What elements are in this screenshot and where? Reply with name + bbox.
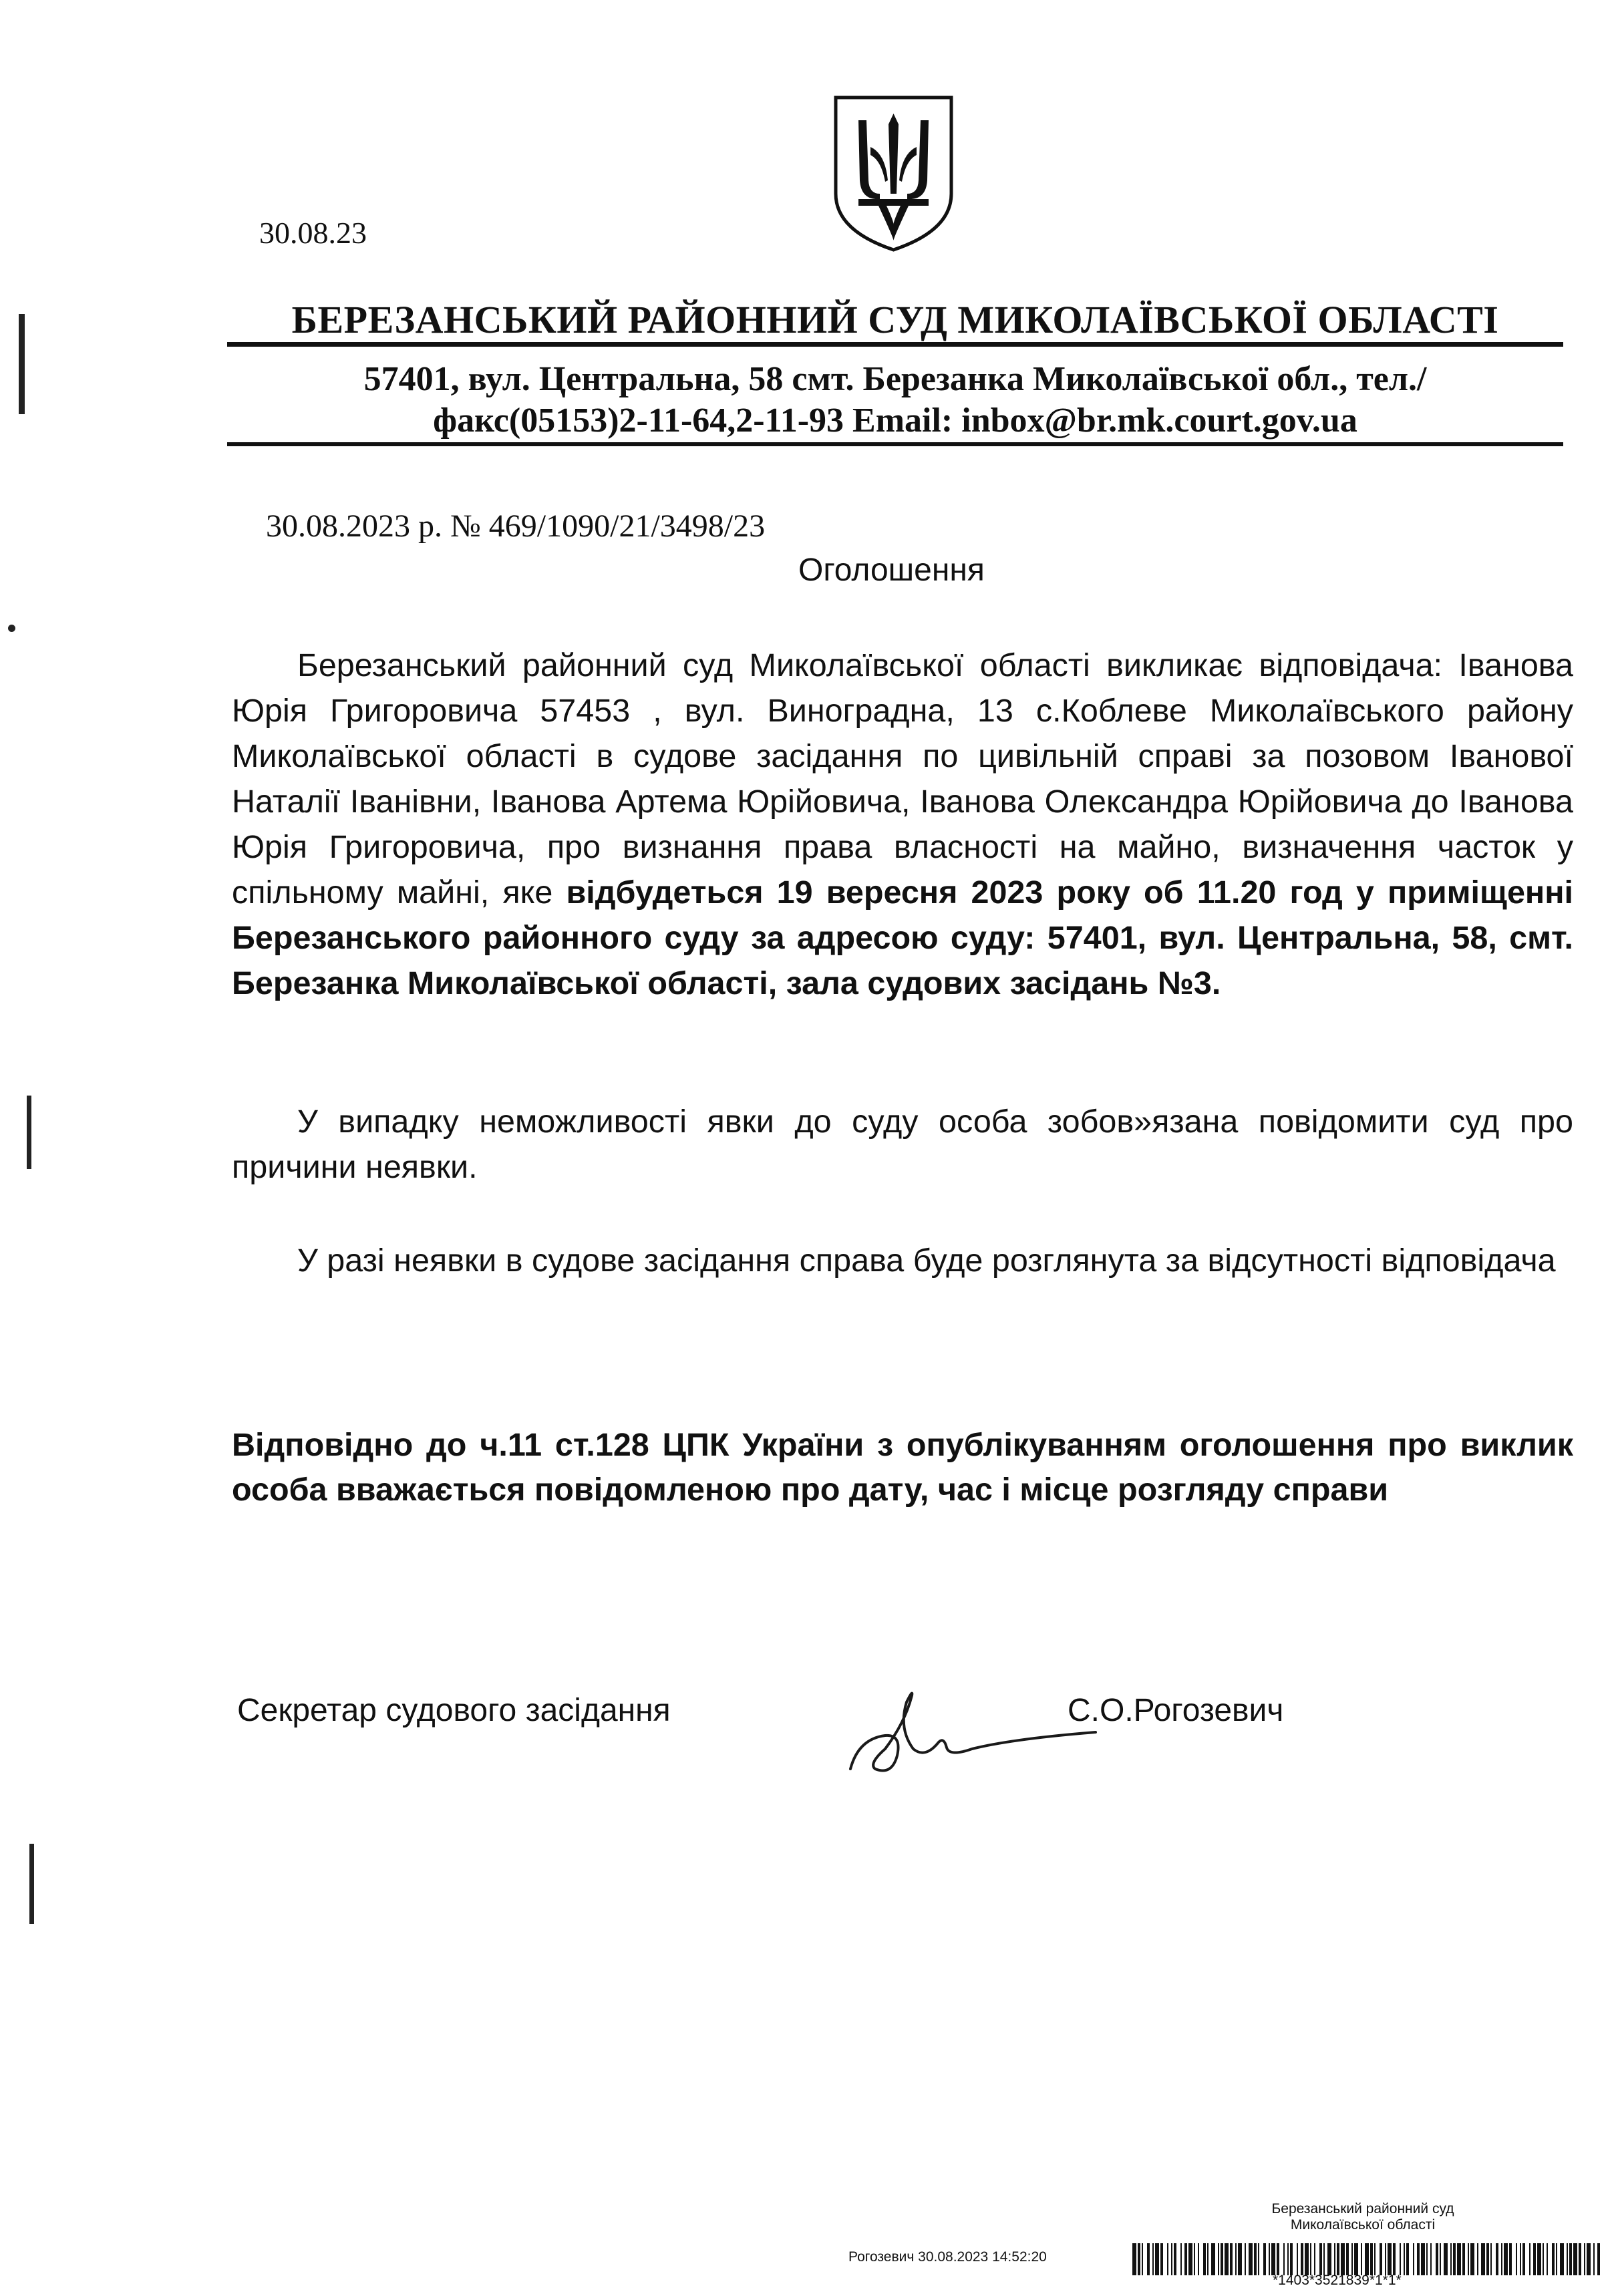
barcode-bar — [1290, 2243, 1293, 2275]
default-hearing-text: У разі неявки в судове засідання справа буде розглянута за відсутності відповідача — [297, 1243, 1556, 1279]
barcode-bar — [1450, 2243, 1452, 2275]
barcode-bar — [1207, 2243, 1209, 2275]
barcode-bar — [1301, 2243, 1303, 2275]
barcode-bar — [1334, 2243, 1335, 2275]
barcode-bar — [1269, 2243, 1270, 2275]
barcode-bar — [1230, 2243, 1233, 2275]
barcode-bar — [1584, 2243, 1585, 2275]
barcode-bar — [1496, 2243, 1498, 2275]
barcode-bar — [1421, 2243, 1425, 2275]
barcode-bar — [1174, 2243, 1176, 2275]
handwritten-signature — [838, 1675, 1106, 1782]
barcode-bar — [1430, 2243, 1432, 2275]
barcode-bar — [1393, 2243, 1396, 2275]
barcode-bar — [1263, 2243, 1266, 2275]
barcode-bar — [1155, 2243, 1159, 2275]
barcode-bar — [1198, 2243, 1199, 2275]
signatory-role: Секретар судового засідання — [237, 1693, 671, 1728]
scan-mark — [27, 1096, 31, 1169]
barcode-bar — [1470, 2243, 1474, 2275]
barcode-bar — [1283, 2243, 1285, 2275]
barcode-bar — [1440, 2243, 1441, 2275]
barcode-bar — [1444, 2243, 1448, 2275]
absence-notice-paragraph — [232, 1099, 1573, 1190]
barcode-bar — [1341, 2243, 1345, 2275]
barcode-bar — [1277, 2243, 1279, 2275]
barcode-bar — [1462, 2243, 1465, 2275]
barcode-bar — [1453, 2243, 1456, 2275]
barcode-bar — [1509, 2243, 1512, 2275]
barcode-bar — [1529, 2243, 1531, 2275]
barcode-bar — [1180, 2243, 1182, 2275]
barcode-bar — [1481, 2243, 1485, 2275]
letter-reference: 30.08.2023 р. № 469/1090/21/3498/23 — [266, 508, 766, 544]
barcode-bar — [1522, 2243, 1525, 2275]
legal-basis-paragraph — [232, 1423, 1573, 1512]
default-hearing-paragraph — [232, 1238, 1573, 1283]
barcode-bar — [1516, 2243, 1517, 2275]
barcode-bar — [1346, 2243, 1349, 2275]
barcode-bar — [1380, 2243, 1382, 2275]
summons-paragraph — [232, 643, 1573, 1006]
barcode-bar — [1245, 2243, 1246, 2275]
document-title: Оголошення — [798, 552, 985, 588]
barcode-bar — [1305, 2243, 1309, 2275]
barcode-bar — [1400, 2243, 1401, 2275]
barcode-bar — [1142, 2243, 1143, 2275]
divider — [227, 342, 1563, 347]
barcode-bar — [1413, 2243, 1414, 2275]
barcode-bar — [1218, 2243, 1219, 2275]
barcode-bar — [1167, 2243, 1168, 2275]
barcode-bar — [1552, 2243, 1555, 2275]
barcode-bar — [1354, 2243, 1358, 2275]
barcode-bar — [1160, 2243, 1163, 2275]
barcode-bar — [1203, 2243, 1206, 2275]
barcode-bar — [1323, 2243, 1325, 2275]
stamp-court-name — [1189, 2201, 1537, 2233]
barcode-bar — [1436, 2243, 1438, 2275]
barcode-bar — [1556, 2243, 1557, 2275]
barcode-bar — [1547, 2243, 1548, 2275]
scan-mark — [8, 625, 15, 632]
barcode-bar — [1310, 2243, 1311, 2275]
court-name: БЕРЕЗАНСЬКИЙ РАЙОННИЙ СУД МИКОЛАЇВСЬКОЇ ОБЛАСТІ — [291, 298, 1499, 341]
barcode-bar — [1569, 2243, 1572, 2275]
scan-mark — [29, 1844, 34, 1924]
barcode-bar — [1351, 2243, 1353, 2275]
barcode-bar — [1543, 2243, 1544, 2275]
barcode-bar — [1579, 2243, 1581, 2275]
legal-basis-text: Відповідно до ч.11 ст.128 ЦПК України з опублікуванням оголошення про виклик особа вважається повідомленою про дату, час і місце розгляду справи — [232, 1427, 1573, 1508]
absence-notice-text: У випадку неможливості явки до суду особа зобов»язана повідомити суд про причини неявки. — [232, 1104, 1573, 1185]
divider — [227, 442, 1563, 446]
barcode-bar — [1388, 2243, 1392, 2275]
barcode-bar — [1385, 2243, 1386, 2275]
barcode-bar — [1406, 2243, 1409, 2275]
barcode-bar — [1365, 2243, 1369, 2275]
barcode-bar — [1520, 2243, 1521, 2275]
barcode — [1132, 2243, 1600, 2275]
barcode-bar — [1235, 2243, 1237, 2275]
barcode-bar — [1132, 2243, 1136, 2275]
barcode-bar — [1171, 2243, 1172, 2275]
barcode-bar — [1152, 2243, 1154, 2275]
barcode-bar — [1593, 2243, 1595, 2275]
barcode-number: *1403*3521839*1*1* — [1273, 2273, 1402, 2288]
barcode-bar — [1504, 2243, 1508, 2275]
date-top: 30.08.23 — [259, 216, 367, 250]
barcode-bar — [1404, 2243, 1405, 2275]
barcode-bar — [1337, 2243, 1339, 2275]
barcode-bar — [1457, 2243, 1461, 2275]
barcode-bar — [1314, 2243, 1315, 2275]
barcode-bar — [1533, 2243, 1536, 2275]
barcode-bar — [1238, 2243, 1242, 2275]
barcode-bar — [1501, 2243, 1502, 2275]
hearing-details: відбудеться 19 вересня 2023 року об 11.20 год у приміщенні Березанського районного суду за адресою суду: 57401, вул. Центральна, 58, смт. Березанка Миколаївської області, зала судових засідань №3. — [232, 874, 1573, 1001]
barcode-bar — [1477, 2243, 1478, 2275]
barcode-bar — [1587, 2243, 1591, 2275]
barcode-bar — [1573, 2243, 1577, 2275]
barcode-bar — [1297, 2243, 1298, 2275]
stamp-court-line2: Миколаївської області — [1290, 2217, 1436, 2233]
summons-text: Березанський районний суд Миколаївської області викликає відповідача: Іванова Юрія Григоровича 57453 , вул. Виноградна, 13 с.Коблеве Миколаївського району Миколаївської області в судове засідання по цивільній справі за позовом Іванової Наталії Іванівни, Іванова Артема Юрійовича, Іванова Олександра Юрійовича до Іванова Юрія Григоровича, про визнання права власності на майно, визначення часток у спільному майні, яке — [232, 647, 1573, 911]
barcode-bar — [1194, 2243, 1195, 2275]
barcode-bar — [1468, 2243, 1469, 2275]
court-address-line2: факс(05153)2-11-64,2-11-93 Email: inbox@br.mk.court.gov.ua — [433, 401, 1357, 440]
barcode-bar — [1319, 2243, 1322, 2275]
barcode-bar — [1211, 2243, 1215, 2275]
barcode-bar — [1184, 2243, 1187, 2275]
barcode-bar — [1374, 2243, 1376, 2275]
barcode-bar — [1221, 2243, 1223, 2275]
barcode-bar — [1537, 2243, 1541, 2275]
stamp-meta: Рогозевич 30.08.2023 14:52:20 — [848, 2249, 1047, 2265]
barcode-bar — [1361, 2243, 1362, 2275]
barcode-bar — [1597, 2243, 1600, 2275]
barcode-bar — [1560, 2243, 1564, 2275]
barcode-bar — [1490, 2243, 1492, 2275]
barcode-bar — [1426, 2243, 1428, 2275]
barcode-bar — [1147, 2243, 1150, 2275]
barcode-bar — [1370, 2243, 1373, 2275]
stamp-court-line1: Березанський районний суд — [1271, 2201, 1454, 2217]
court-address-line1: 57401, вул. Центральна, 58 смт. Березанка Миколаївської обл., тел./ — [363, 360, 1427, 398]
barcode-bar — [1327, 2243, 1331, 2275]
barcode-bar — [1567, 2243, 1568, 2275]
barcode-bar — [1225, 2243, 1229, 2275]
signatory-name: С.О.Рогозевич — [1068, 1693, 1284, 1728]
barcode-bar — [1188, 2243, 1192, 2275]
barcode-bar — [1271, 2243, 1275, 2275]
barcode-bar — [1258, 2243, 1259, 2275]
barcode-bar — [1486, 2243, 1489, 2275]
barcode-bar — [1138, 2243, 1140, 2275]
scan-mark — [19, 314, 25, 414]
barcode-bar — [1254, 2243, 1257, 2275]
barcode-bar — [1287, 2243, 1289, 2275]
coat-of-arms-icon — [832, 94, 955, 254]
barcode-bar — [1249, 2243, 1253, 2275]
barcode-bar — [1417, 2243, 1420, 2275]
